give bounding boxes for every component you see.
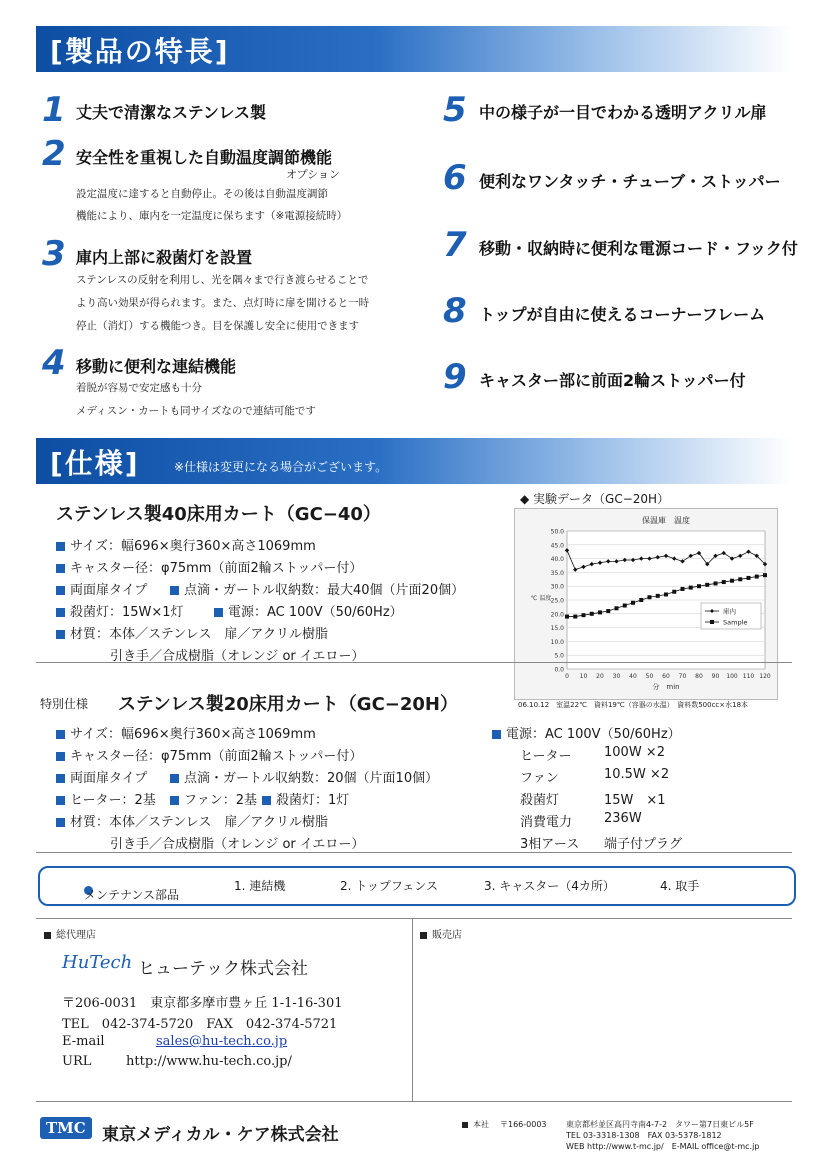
x-tick-label: 60 — [662, 673, 670, 680]
gc40-power: 電源：AC 100V（50/60Hz） — [214, 601, 403, 620]
agent-tel-fax: TEL 042-374-5720 FAX 042-374-5721 — [62, 1017, 338, 1032]
data-point — [730, 579, 734, 583]
maintenance-item: 4. 取手 — [660, 879, 700, 893]
specs-banner — [36, 438, 792, 484]
gc20-door-type: 両面扉タイプ — [56, 767, 147, 786]
feature-number: 1 — [42, 90, 66, 130]
temperature-chart — [515, 509, 777, 699]
y-tick-label: 50.0 — [550, 528, 564, 536]
divider — [36, 852, 792, 853]
x-tick-label: 80 — [695, 673, 703, 680]
x-tick-label: 0 — [565, 673, 569, 680]
agent-address: 〒206-0031 東京都多摩市豊ヶ丘 1-1-16-301 — [62, 996, 343, 1011]
feature-option-label: オプション — [286, 168, 341, 181]
x-tick-label: 120 — [759, 673, 771, 680]
gc20-fan: ファン：2基 — [170, 789, 257, 808]
data-point — [664, 592, 668, 596]
feature-description: 停止（消灯）する機能つき。目を保護し安全に使用できます — [76, 320, 360, 332]
feature-description: 機能により、庫内を一定温度に保ちます（※電源接続時） — [76, 210, 348, 222]
y-tick-label: 25.0 — [550, 597, 564, 605]
power-value: 100W ×2 — [604, 745, 665, 760]
feature-number: 8 — [443, 291, 467, 331]
x-tick-label: 40 — [629, 673, 637, 680]
agent-url-label: URL — [62, 1054, 92, 1069]
gc20-size: サイズ：幅696×奥行360×高さ1069mm — [56, 723, 316, 742]
y-tick-label: 45.0 — [550, 542, 564, 550]
feature-number: 4 — [42, 343, 66, 383]
power-value: 15W ×1 — [604, 793, 666, 808]
x-axis-label: 分 min — [652, 683, 680, 691]
gc20-lamp: 殺菌灯：1灯 — [262, 789, 349, 808]
power-value: 端子付プラグ — [604, 837, 683, 852]
agent-url-link[interactable]: http://www.hu-tech.co.jp/ — [126, 1054, 292, 1069]
x-tick-label: 90 — [711, 673, 720, 680]
feature-title: 移動に便利な連結機能 — [76, 357, 237, 376]
chart-title: 保温庫 温度 — [642, 516, 690, 525]
data-point — [639, 598, 643, 602]
data-point — [656, 594, 660, 598]
feature-description: 着脱が容易で安定感も十分 — [76, 382, 202, 394]
data-point — [672, 590, 676, 594]
feature-description: 設定温度に達すると自動停止。その後は自動温度調節 — [76, 188, 328, 200]
power-key: 殺菌灯 — [520, 793, 560, 808]
maker-hq: 本社 — [462, 1119, 489, 1130]
gc40-door-type: 両面扉タイプ — [56, 579, 147, 598]
feature-title: 安全性を重視した自動温度調節機能 — [76, 148, 333, 167]
legend-marker — [710, 620, 714, 624]
x-tick-label: 10 — [579, 673, 588, 680]
y-tick-label: 20.0 — [550, 611, 564, 619]
x-tick-label: 20 — [596, 673, 604, 680]
feature-title: 丈夫で清潔なステンレス製 — [76, 103, 267, 122]
gc20-prefix: 特別仕様 — [40, 697, 89, 711]
maker-tel: TEL 03-3318-1308 FAX 03-5378-1812 — [566, 1131, 722, 1140]
y-tick-label: 0.0 — [554, 666, 564, 674]
feature-title: 中の様子が一目でわかる透明アクリル扉 — [479, 103, 767, 122]
maintenance-item: 3. キャスター（4カ所） — [484, 879, 615, 893]
data-point — [738, 577, 742, 581]
maintenance-box: メンテナンス部品 1. 連結機 2. トップフェンス 3. キャスター（4カ所） 4. 取手 — [38, 866, 796, 906]
y-tick-label: 30.0 — [550, 583, 564, 591]
gc20-heater: ヒーター：2基 — [56, 789, 156, 808]
data-point — [755, 575, 759, 579]
gc20-title: ステンレス製20床用カート（GC−20H） — [118, 694, 458, 715]
agent-email-link[interactable]: sales@hu-tech.co.jp — [156, 1034, 288, 1049]
gc20-power: 電源：AC 100V（50/60Hz） — [492, 723, 681, 742]
power-value: 10.5W ×2 — [604, 767, 670, 782]
agent-header: 総代理店 — [44, 926, 96, 941]
data-point — [606, 609, 610, 613]
chart-panel — [514, 508, 778, 700]
data-point — [747, 576, 751, 580]
gc20-handle: 引き手／合成樹脂（オレンジ or イエロー） — [110, 837, 365, 852]
y-tick-label: 35.0 — [550, 569, 564, 577]
gc20-capacity: 点滴・ガートル収納数：20個（片面10個） — [170, 767, 438, 786]
data-point — [565, 615, 569, 619]
data-point — [631, 601, 635, 605]
chart-footer: 06.10.12 室温22℃ 資料19℃（容器の水温） 資料数500cc×水18本 — [518, 701, 749, 709]
data-point — [705, 583, 709, 587]
maker-name: 東京メディカル・ケア株式会社 — [102, 1125, 339, 1145]
data-point — [722, 580, 726, 584]
data-point — [598, 610, 602, 614]
data-point — [697, 584, 701, 588]
data-point — [681, 587, 685, 591]
data-point — [623, 604, 627, 608]
gc40-size: サイズ：幅696×奥行360×高さ1069mm — [56, 535, 316, 554]
gc40-lamp: 殺菌灯：15W×1灯 — [56, 601, 184, 620]
y-tick-label: 15.0 — [550, 625, 564, 633]
power-key: ヒーター — [520, 749, 572, 764]
x-tick-label: 70 — [678, 673, 687, 680]
gc20-caster: キャスター径：φ75mm（前面2輪ストッパー付） — [56, 745, 362, 764]
chart-caption: ◆ 実験データ（GC−20H） — [520, 492, 670, 506]
feature-number: 6 — [443, 158, 467, 198]
contact-divider — [412, 919, 413, 1101]
feature-number: 5 — [443, 90, 467, 130]
data-point — [689, 586, 693, 590]
feature-description: メディスン・カートも同サイズなので連結可能です — [76, 405, 316, 417]
feature-title: 庫内上部に殺菌灯を設置 — [76, 248, 253, 267]
maintenance-item: 2. トップフェンス — [340, 879, 438, 893]
x-tick-label: 50 — [645, 673, 654, 680]
y-axis-label: ℃ 温度 — [530, 595, 552, 602]
specs-note: ※仕様は変更になる場合がございます。 — [174, 460, 388, 474]
maintenance-item: 1. 連結機 — [234, 879, 286, 893]
feature-number: 2 — [42, 134, 66, 174]
agent-name: ヒューテック株式会社 — [138, 959, 308, 979]
maker-logo — [40, 1117, 92, 1139]
feature-title: 便利なワンタッチ・チューブ・ストッパー — [479, 172, 781, 191]
gc40-caster: キャスター径：φ75mm（前面2輪ストッパー付） — [56, 557, 362, 576]
data-point — [763, 573, 767, 577]
feature-number: 3 — [42, 234, 66, 274]
data-point — [582, 613, 586, 617]
x-tick-label: 100 — [726, 673, 738, 680]
gc40-capacity: 点滴・ガートル収納数：最大40個（片面20個） — [170, 579, 464, 598]
gc40-material: 材質：本体／ステンレス 扉／アクリル樹脂 — [56, 623, 328, 642]
power-key: 3相アース — [520, 837, 580, 852]
feature-title: 移動・収納時に便利な電源コード・フック付 — [479, 239, 798, 258]
gc40-title: ステンレス製40床用カート（GC−40） — [56, 504, 381, 525]
power-key: ファン — [520, 771, 559, 786]
gc40-handle: 引き手／合成樹脂（オレンジ or イエロー） — [110, 649, 365, 664]
y-tick-label: 10.0 — [550, 638, 564, 646]
legend-label: 庫内 — [723, 607, 736, 616]
feature-description: ステンレスの反射を利用し、光を隅々まで行き渡らせることで — [76, 274, 369, 286]
maker-logo-text: TMC — [46, 1119, 86, 1137]
data-point — [590, 612, 594, 616]
y-tick-label: 40.0 — [550, 556, 564, 564]
x-tick-label: 110 — [742, 673, 755, 680]
maker-zip: 〒166-0003 — [500, 1120, 547, 1129]
maker-web: WEB http://www.t-mc.jp/ E-MAIL office@t-mc.jp — [566, 1142, 760, 1151]
feature-description: より高い効果が得られます。また、点灯時に扉を開けると一時 — [76, 297, 370, 309]
agent-email-label: E-mail — [62, 1034, 105, 1049]
feature-number: 9 — [443, 357, 467, 397]
x-tick-label: 30 — [612, 673, 621, 680]
data-point — [573, 615, 577, 619]
legend-label: Sample — [723, 618, 748, 627]
data-point — [648, 595, 652, 599]
power-value: 236W — [604, 811, 642, 826]
feature-number: 7 — [443, 225, 467, 265]
feature-title: トップが自由に使えるコーナーフレーム — [479, 305, 766, 324]
y-tick-label: 5.0 — [554, 652, 564, 660]
divider — [36, 662, 792, 663]
data-point — [615, 606, 619, 610]
specs-heading: [仕様] — [50, 447, 140, 480]
data-point — [714, 581, 718, 585]
feature-title: キャスター部に前面2輪ストッパー付 — [479, 371, 746, 390]
power-key: 消費電力 — [520, 815, 573, 830]
maker-address: 東京都杉並区高円寺南4-7-2 タワー第7日東ビル5F — [566, 1120, 754, 1129]
features-heading: [製品の特長] — [50, 35, 230, 68]
gc20-material: 材質：本体／ステンレス 扉／アクリル樹脂 — [56, 811, 328, 830]
agent-logo: HuTech — [62, 952, 133, 973]
seller-header: 販売店 — [420, 926, 462, 941]
features-banner — [36, 26, 792, 72]
